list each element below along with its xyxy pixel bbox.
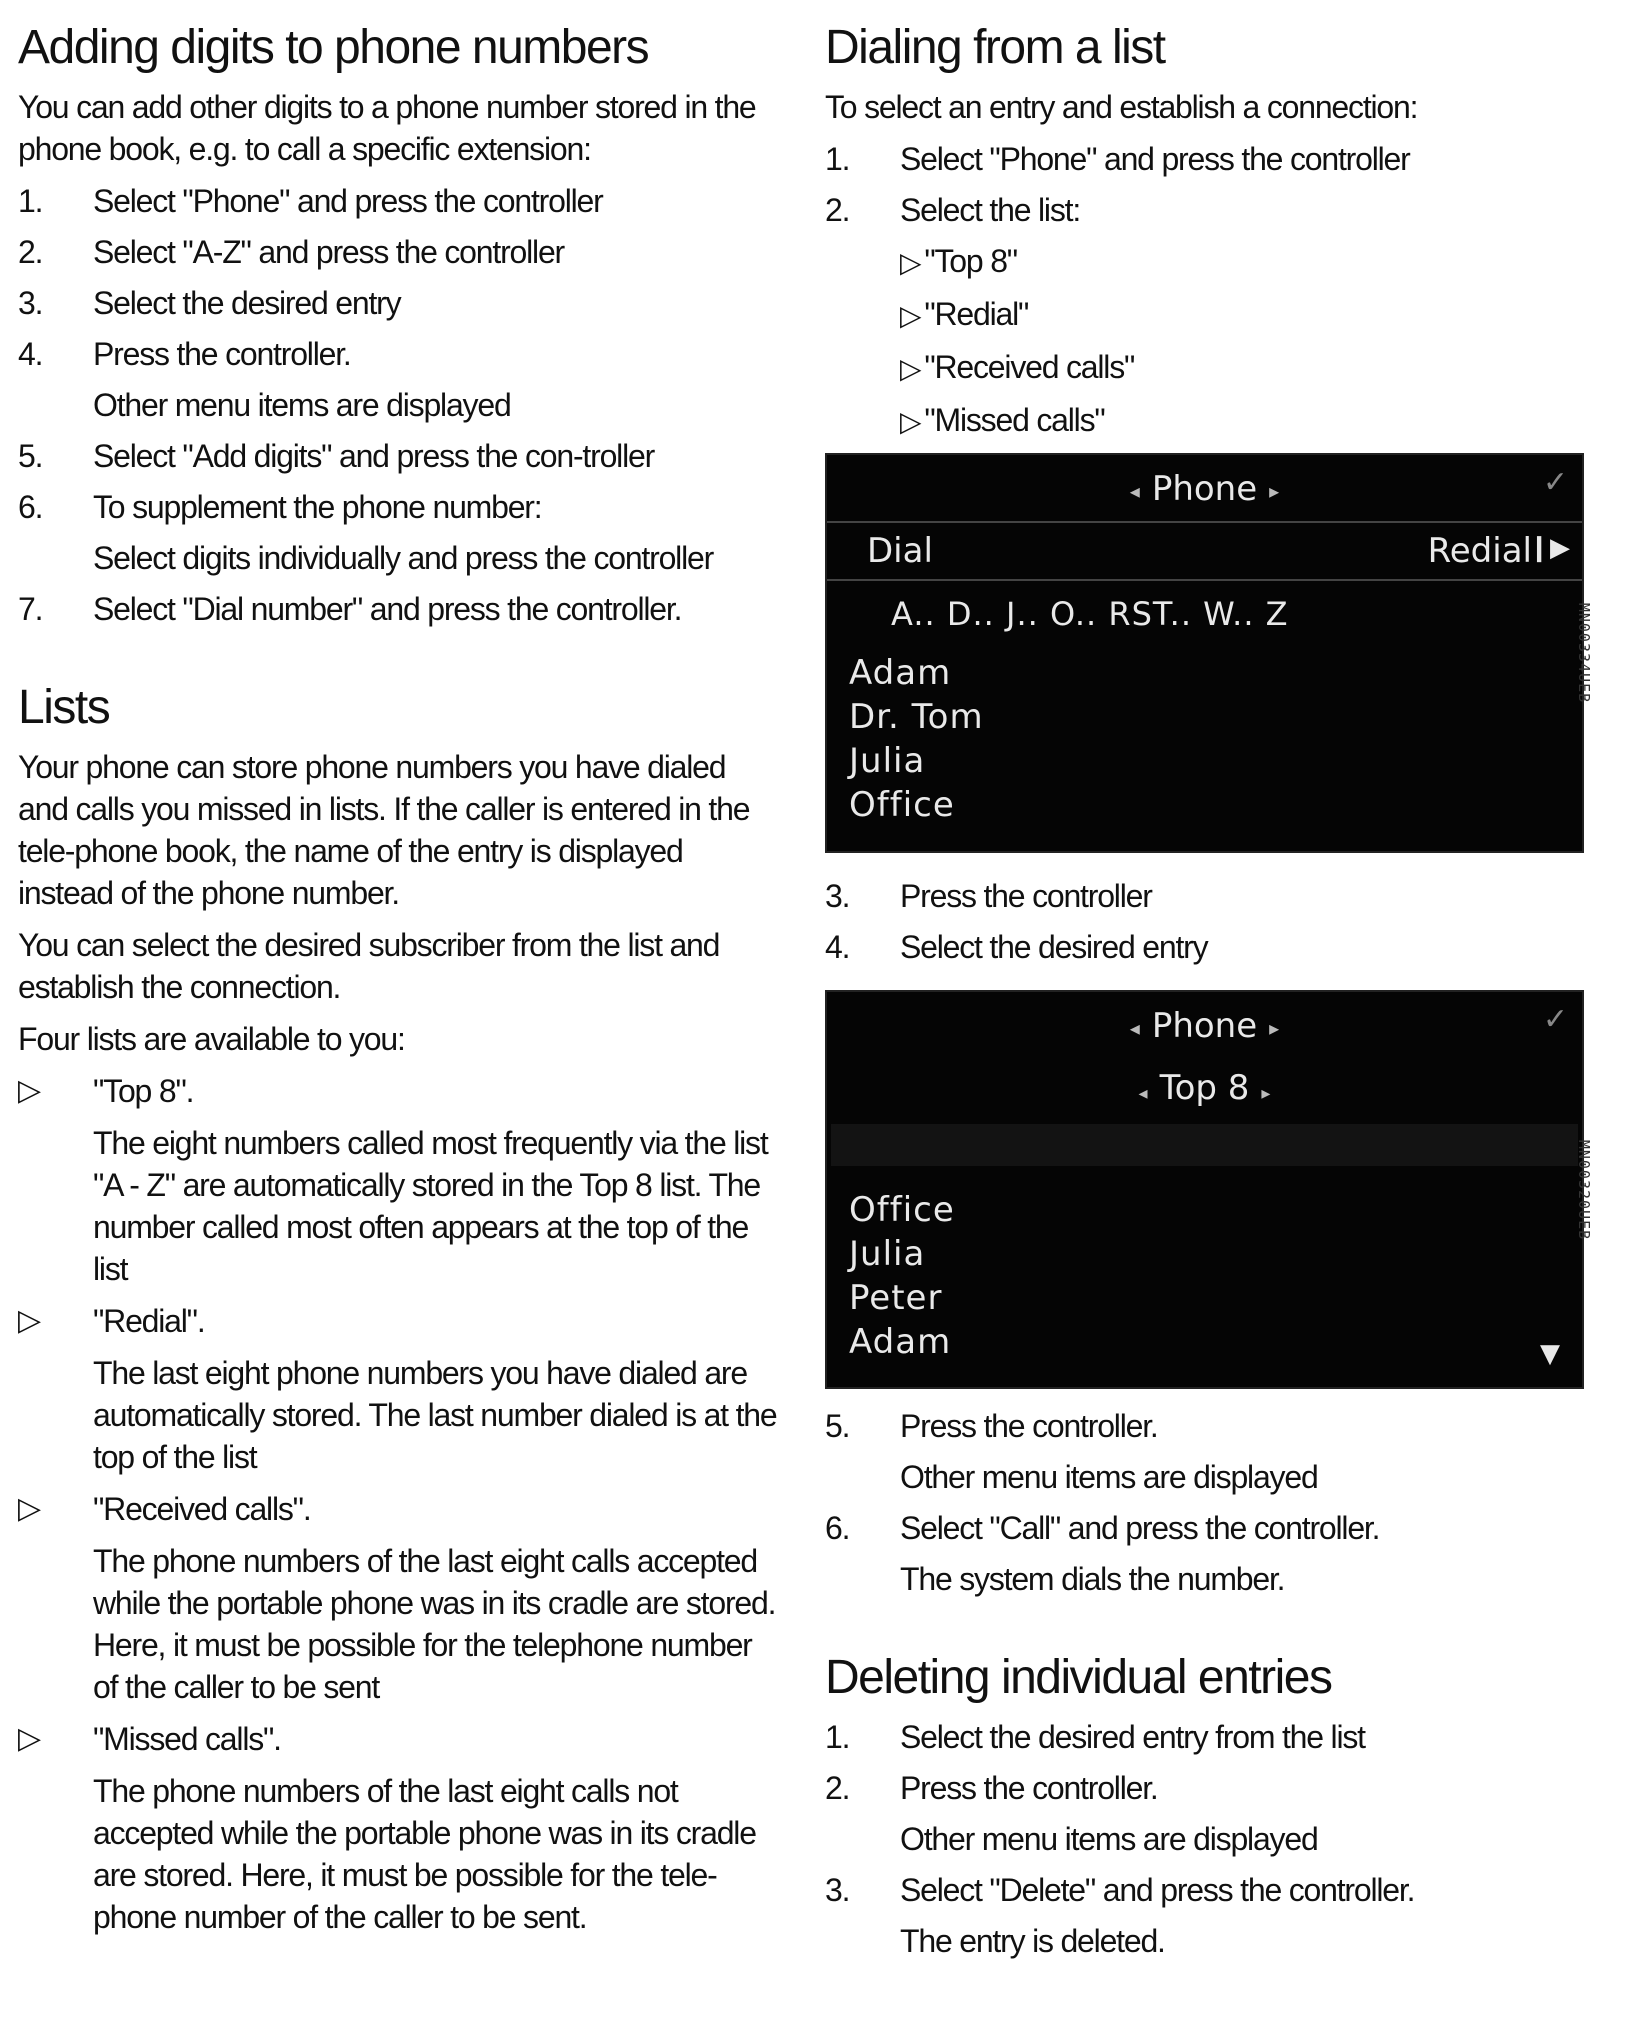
lists-bullets (18, 1070, 778, 1938)
bullet-title: "Top 8". (93, 1073, 194, 1109)
list-option (900, 293, 1570, 337)
contact-entry[interactable]: Julia (849, 741, 926, 781)
step-number: 1. (18, 183, 43, 219)
step-text: Press the controller. (900, 1408, 1158, 1444)
step-body (900, 1507, 1570, 1600)
step-text: Select "Dial number" and press the controller. (93, 591, 682, 627)
step-number: 5. (18, 438, 43, 474)
screen-title-text: Phone (1151, 1006, 1258, 1046)
lists-paragraph-2: You can select the desired subscriber from the list and establish the connection. (18, 927, 720, 1005)
contact-entry[interactable]: Peter (849, 1278, 943, 1318)
step-body (93, 333, 778, 426)
step-text: Select the desired entry (93, 285, 401, 321)
step-text: To supplement the phone number: (93, 489, 542, 525)
step-item (18, 231, 778, 273)
step-body (900, 926, 1570, 968)
step-number: 3. (825, 878, 850, 914)
list-bullet-item (18, 1718, 778, 1938)
lists-paragraph-3: Four lists are available to you: (18, 1021, 405, 1057)
step-text: Select "Add digits" and press the con-troller (93, 438, 655, 474)
right-column (825, 18, 1593, 1971)
section-title-deleting: Deleting individual entries (825, 1651, 1332, 1704)
phone-screen-az (825, 453, 1593, 853)
chevron-left-icon: ◂ (1129, 478, 1140, 503)
step-number: 3. (825, 1872, 850, 1908)
step-item (825, 138, 1570, 180)
step-item (825, 1869, 1570, 1962)
step-number: 5. (825, 1408, 850, 1444)
step-subtext: Select digits individually and press the controller (93, 540, 714, 576)
check-icon: ✓ (1542, 1002, 1568, 1037)
triangle-bullet-icon: ▷ (18, 1074, 40, 1107)
chevron-right-icon: ▸ (1269, 1015, 1280, 1040)
step-item (18, 282, 778, 324)
step-text: Select the desired entry (900, 929, 1208, 965)
contact-entry[interactable]: Adam (849, 1322, 952, 1362)
section-title-lists: Lists (18, 681, 110, 734)
chevron-right-icon: ▸ (1269, 478, 1280, 503)
step-text: Select "Phone" and press the controller (93, 183, 603, 219)
step-subtext: Other menu items are displayed (900, 1821, 1318, 1857)
phone-screen-top8 (825, 990, 1593, 1389)
adding-digits-intro: You can add other digits to a phone number stored in the phone book, e.g. to call a specific extension: (18, 89, 756, 167)
bullet-description: The last eight phone numbers you have dialed are automatically stored. The last number dialed is at the top of the list (93, 1355, 777, 1475)
step-number: 6. (825, 1510, 850, 1546)
check-icon: ✓ (1542, 465, 1568, 500)
bullet-body (93, 1300, 778, 1478)
step-number: 3. (18, 285, 43, 321)
figure-code: MN00320UEB (1574, 1139, 1593, 1240)
step-item (825, 875, 1570, 917)
list-option-text: "Received calls" (924, 349, 1135, 385)
adding-digits-steps (18, 180, 778, 630)
step-text: Press the controller. (93, 336, 351, 372)
contact-list (849, 1188, 955, 1364)
step-item (18, 435, 778, 477)
list-option (900, 240, 1570, 284)
list-option (900, 399, 1570, 443)
step-body (900, 1716, 1570, 1758)
scroll-down-icon[interactable]: ▼ (1540, 1339, 1560, 1369)
step-item (825, 926, 1570, 968)
step-item (825, 1507, 1570, 1600)
dialing-intro: To select an entry and establish a connection: (825, 89, 1418, 125)
step-number: 2. (825, 1770, 850, 1806)
list-selector[interactable] (827, 1068, 1582, 1108)
step-item (18, 180, 778, 222)
step-number: 4. (825, 929, 850, 965)
step-body (93, 180, 778, 222)
step-item (825, 189, 1570, 231)
chevron-left-icon: ◂ (1138, 1083, 1148, 1104)
bullet-description: The phone numbers of the last eight calls not accepted while the portable phone was in its cradle are stored. Here, it must be possible for the tele-phone number of the caller to be sent. (93, 1773, 756, 1935)
figure-code: MN00334UEB (1574, 602, 1593, 704)
step-subtext: The system dials the number. (900, 1561, 1285, 1597)
step-item (825, 1767, 1570, 1860)
step-text: Select "A-Z" and press the controller (93, 234, 564, 270)
step-item (18, 486, 778, 579)
list-bullet-item (18, 1488, 778, 1708)
contact-entry[interactable]: Julia (849, 1234, 926, 1274)
list-option-text: "Missed calls" (924, 402, 1105, 438)
step-body (900, 1869, 1570, 1962)
list-option (900, 346, 1570, 390)
left-column (18, 18, 778, 1948)
step-number: 2. (18, 234, 43, 270)
step-text: Press the controller. (900, 1770, 1158, 1806)
list-bullet-item (18, 1070, 778, 1290)
bullet-body (93, 1488, 778, 1708)
step-subtext: The entry is deleted. (900, 1923, 1165, 1959)
step-item (825, 1716, 1570, 1758)
bullet-description: The phone numbers of the last eight calls accepted while the portable phone was in its cradle are stored. Here, it must be possible for the telephone number of the caller to be sent (93, 1543, 776, 1705)
dialing-steps-a (825, 138, 1570, 231)
alphabet-index[interactable]: A.. D.. J.. O.. RST.. W.. Z (891, 595, 1289, 633)
step-body (900, 138, 1570, 180)
step-body (93, 486, 778, 579)
step-subtext: Other menu items are displayed (900, 1459, 1318, 1495)
step-body (93, 231, 778, 273)
bullet-title: "Redial". (93, 1303, 205, 1339)
redial-button[interactable]: Redial (1427, 531, 1532, 571)
dialing-steps-c (825, 1405, 1570, 1600)
section-title-adding-digits: Adding digits to phone numbers (18, 21, 649, 74)
contact-list (849, 651, 984, 827)
list-bullet-item (18, 1300, 778, 1478)
screen-title-text: Phone (1151, 469, 1258, 509)
bullet-description: The eight numbers called most frequently via the list "A - Z" are automatically stored in the Top 8 list. The number called most often appears at the top of the list (93, 1125, 768, 1287)
step-body (93, 282, 778, 324)
step-body (900, 1405, 1570, 1498)
step-subtext: Other menu items are displayed (93, 387, 511, 423)
bullet-title: "Received calls". (93, 1491, 311, 1527)
next-arrow-icon[interactable]: ❙▶ (1528, 533, 1570, 563)
contact-entry[interactable]: Adam (849, 653, 952, 693)
triangle-bullet-icon: ▷ (900, 406, 921, 437)
triangle-bullet-icon: ▷ (900, 300, 921, 331)
contact-entry[interactable]: Dr. Tom (849, 697, 984, 737)
list-selector-text: Top 8 (1159, 1068, 1250, 1108)
step-number: 1. (825, 141, 850, 177)
step-body (900, 189, 1570, 231)
step-body (93, 588, 778, 630)
step-number: 7. (18, 591, 43, 627)
step-text: Select "Call" and press the controller. (900, 1510, 1380, 1546)
step-body (93, 435, 778, 477)
deleting-steps (825, 1716, 1570, 1962)
dial-button[interactable]: Dial (867, 531, 933, 571)
triangle-bullet-icon: ▷ (900, 353, 921, 384)
step-number: 4. (18, 336, 43, 372)
list-options (900, 240, 1570, 443)
step-number: 1. (825, 1719, 850, 1755)
step-number: 6. (18, 489, 43, 525)
chevron-left-icon: ◂ (1129, 1015, 1140, 1040)
highlight-bar (831, 1124, 1578, 1166)
contact-entry[interactable]: Office (849, 785, 955, 825)
bullet-body (93, 1070, 778, 1290)
lists-paragraph-1: Your phone can store phone numbers you have dialed and calls you missed in lists. If the caller is entered in the tele-phone book, the name of the entry is displayed instead of the phone number. (18, 749, 750, 911)
step-text: Select "Phone" and press the controller (900, 141, 1410, 177)
dialing-steps-b (825, 875, 1570, 968)
list-option-text: "Redial" (924, 296, 1029, 332)
bullet-body (93, 1718, 778, 1938)
step-text: Select the desired entry from the list (900, 1719, 1365, 1755)
step-body (900, 1767, 1570, 1860)
step-number: 2. (825, 192, 850, 228)
bullet-title: "Missed calls". (93, 1721, 281, 1757)
step-text: Press the controller (900, 878, 1152, 914)
screen-title (827, 1006, 1582, 1046)
screen-title (827, 469, 1582, 509)
triangle-bullet-icon: ▷ (18, 1304, 40, 1337)
step-body (900, 875, 1570, 917)
triangle-bullet-icon: ▷ (900, 247, 921, 278)
step-text: Select "Delete" and press the controller. (900, 1872, 1415, 1908)
step-item (825, 1405, 1570, 1498)
section-title-dialing-from-list: Dialing from a list (825, 21, 1165, 74)
triangle-bullet-icon: ▷ (18, 1492, 40, 1525)
contact-entry[interactable]: Office (849, 1190, 955, 1230)
dial-row (827, 521, 1582, 581)
step-item (18, 588, 778, 630)
step-text: Select the list: (900, 192, 1081, 228)
triangle-bullet-icon: ▷ (18, 1722, 40, 1755)
list-option-text: "Top 8" (924, 243, 1017, 279)
step-item (18, 333, 778, 426)
chevron-right-icon: ▸ (1261, 1083, 1271, 1104)
